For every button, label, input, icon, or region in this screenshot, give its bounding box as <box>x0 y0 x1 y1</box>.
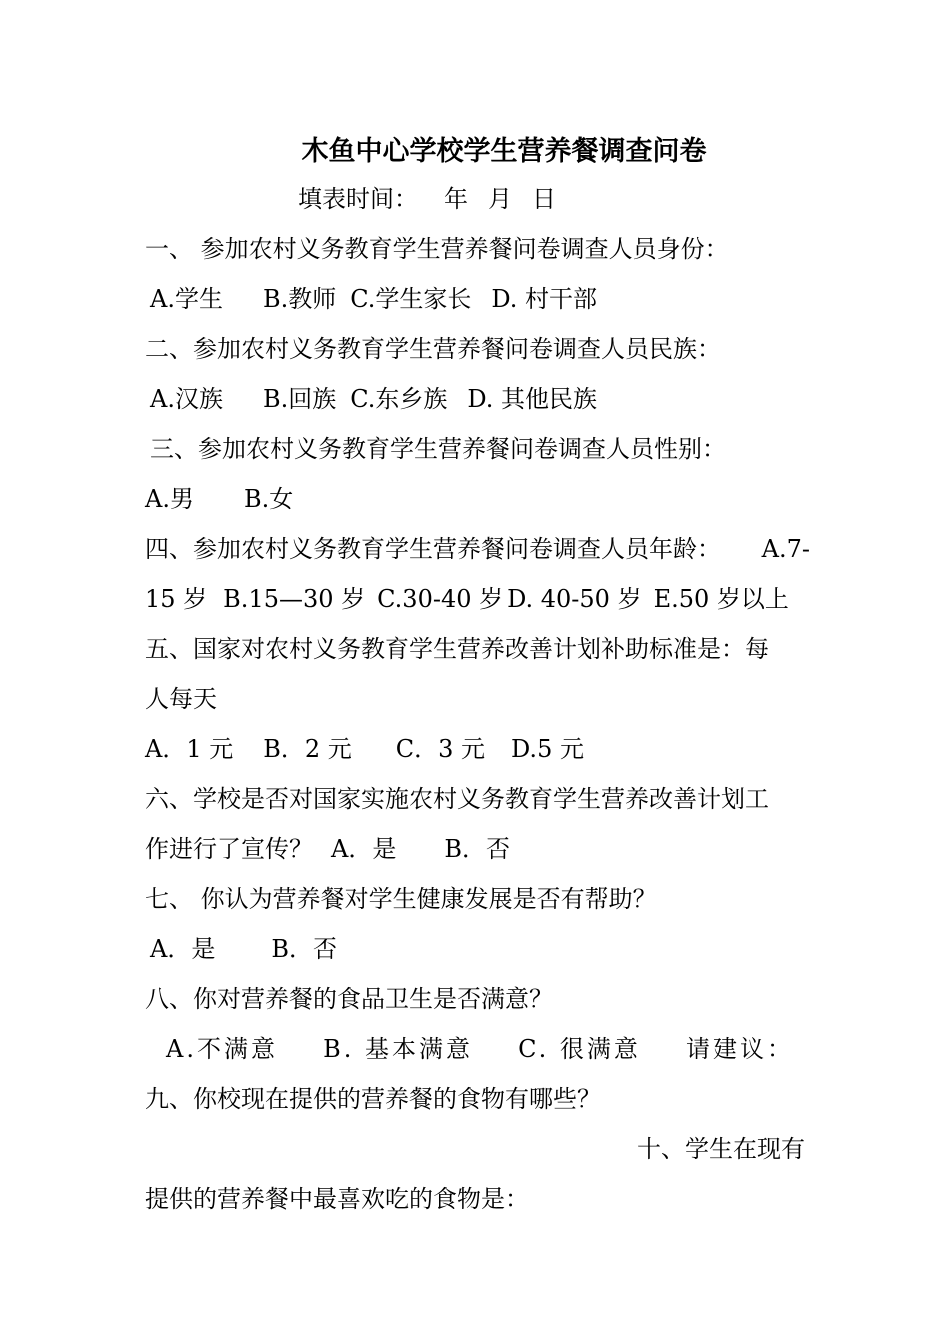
option-b: B.女 <box>243 485 294 513</box>
question-5-line-1: 五、国家对农村义务教育学生营养改善计划补助标准是：每 <box>145 635 769 663</box>
question-2: 二、参加农村义务教育学生营养餐问卷调查人员民族： <box>145 335 721 363</box>
option-a: A．是 <box>331 835 397 863</box>
option-a-end: 15 岁 <box>145 585 208 613</box>
question-3-options <box>145 484 810 514</box>
option-b: B．2 元 <box>263 735 352 763</box>
fill-date-day: 日 <box>532 185 556 213</box>
question-4-line-1 <box>145 534 810 564</box>
option-a: A.学生 <box>150 285 223 313</box>
question-1: 一、 参加农村义务教育学生营养餐问卷调查人员身份： <box>145 235 729 263</box>
question-7-options <box>150 934 815 964</box>
option-a-start: A.7- <box>761 535 810 563</box>
question-4-text: 四、参加农村义务教育学生营养餐问卷调查人员年龄： <box>145 535 721 563</box>
question-6-line-1: 六、学校是否对国家实施农村义务教育学生营养改善计划工 <box>145 785 769 813</box>
option-b: B．否 <box>271 935 337 963</box>
option-b: B.回族 <box>262 385 337 413</box>
question-4-line-2 <box>145 584 810 614</box>
question-5-options <box>145 734 810 764</box>
question-6-line-2 <box>145 834 810 864</box>
fill-date-month: 月 <box>488 185 512 213</box>
option-a: A．是 <box>150 935 216 963</box>
question-7: 七、 你认为营养餐对学生健康发展是否有帮助？ <box>145 885 657 913</box>
option-c: C.学生家长 <box>350 285 472 313</box>
option-c: C.东乡族 <box>350 385 448 413</box>
option-a: A.汉族 <box>150 385 223 413</box>
question-10-line-1: 十、学生在现有 <box>637 1135 805 1163</box>
option-d: D. 其他民族 <box>467 385 598 413</box>
fill-date-label: 填表时间： <box>298 185 418 213</box>
suggestion-label: 请建议： <box>685 1035 794 1063</box>
option-a: A．1 元 <box>145 735 234 763</box>
question-6-text: 作进行了宣传？ <box>145 835 313 863</box>
option-b: B.教师 <box>262 285 337 313</box>
option-c: C. 很满意 <box>518 1035 641 1063</box>
option-a: A.不满意 <box>166 1035 278 1063</box>
option-b: B.15—30 岁 <box>223 585 366 613</box>
option-c: C.30-40 岁 <box>377 585 504 613</box>
question-9: 九、你校现在提供的营养餐的食物有哪些？ <box>145 1085 601 1113</box>
option-d: D. 村干部 <box>491 285 598 313</box>
option-b: B．否 <box>444 835 510 863</box>
fill-date-year: 年 <box>444 185 468 213</box>
option-b: B. 基本满意 <box>323 1035 473 1063</box>
option-d: D. 40-50 岁 <box>507 585 642 613</box>
question-8: 八、你对营养餐的食品卫生是否满意？ <box>145 985 553 1013</box>
question-8-options <box>166 1034 794 1064</box>
question-2-options <box>150 384 815 414</box>
fill-date-line <box>298 184 950 214</box>
option-c: C．3 元 <box>395 735 486 763</box>
question-5-line-2: 人每天 <box>145 685 217 713</box>
page-title: 木鱼中心学校学生营养餐调查问卷 <box>301 136 707 167</box>
option-a: A.男 <box>145 485 194 513</box>
question-1-options <box>150 284 815 314</box>
option-e: E.50 岁以上 <box>653 585 789 613</box>
question-10-line-2: 提供的营养餐中最喜欢吃的食物是： <box>145 1185 529 1213</box>
question-3: 三、参加农村义务教育学生营养餐问卷调查人员性别： <box>150 435 726 463</box>
option-d: D.5 元 <box>511 735 584 763</box>
